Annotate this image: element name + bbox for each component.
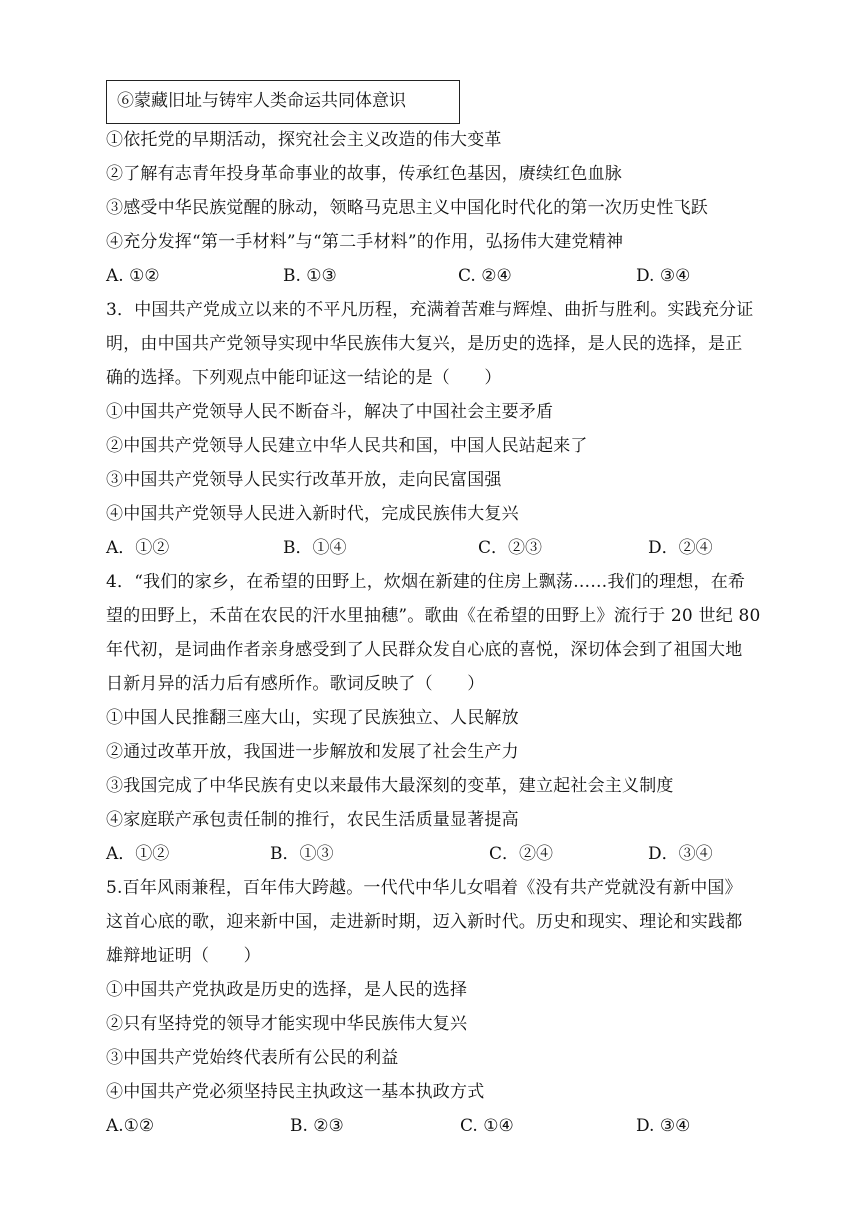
q2-option-d[interactable]: D. ③④	[636, 266, 691, 286]
q2-option-b[interactable]: B. ①③	[283, 266, 337, 286]
q4-statement-2: ②通过改革开放，我国进一步解放和发展了社会生产力	[106, 742, 519, 762]
q5-stem-line-3: 雄辩地证明（ ）	[106, 946, 261, 966]
q5-statement-3: ③中国共产党始终代表所有公民的利益	[106, 1048, 399, 1068]
q2-statement-2: ②了解有志青年投身革命事业的故事，传承红色基因，赓续红色血脉	[106, 164, 622, 184]
q5-stem-line-2: 这首心底的歌，迎来新中国，走进新时期，迈入新时代。历史和现实、理论和实践都	[106, 912, 743, 932]
q4-stem-line-4: 日新月异的活力后有感所作。歌词反映了（ ）	[106, 674, 485, 694]
q2-statement-1: ①依托党的早期活动，探究社会主义改造的伟大变革	[106, 130, 502, 150]
q3-statement-3: ③中国共产党领导人民实行改革开放，走向民富国强	[106, 470, 502, 490]
q2-statement-4: ④充分发挥“第一手材料”与“第二手材料”的作用，弘扬伟大建党精神	[106, 232, 624, 252]
q3-statement-4: ④中国共产党领导人民进入新时代，完成民族伟大复兴	[106, 504, 519, 524]
q3-option-a[interactable]: A．①②	[106, 538, 170, 558]
q5-statement-1: ①中国共产党执政是历史的选择，是人民的选择	[106, 980, 468, 1000]
q4-option-b[interactable]: B．①③	[270, 844, 334, 864]
q3-statement-1: ①中国共产党领导人民不断奋斗，解决了中国社会主要矛盾	[106, 402, 554, 422]
q2-option-c[interactable]: C. ②④	[458, 266, 512, 286]
q3-option-d[interactable]: D．②④	[648, 538, 713, 558]
q2-option-a[interactable]: A. ①②	[106, 266, 160, 286]
q2-statement-3: ③感受中华民族觉醒的脉动，领略马克思主义中国化时代化的第一次历史性飞跃	[106, 198, 708, 218]
q4-stem-line-2: 望的田野上，禾苗在农民的汗水里抽穗”。歌曲《在希望的田野上》流行于 20 世纪 80	[106, 606, 761, 626]
q5-option-c[interactable]: C. ①④	[460, 1116, 514, 1136]
q4-stem-line-1: 4．“我们的家乡，在希望的田野上，炊烟在新建的住房上飘荡……我们的理想，在希	[106, 572, 746, 592]
boxed-item: ⑥蒙藏旧址与铸牢人类命运共同体意识	[106, 80, 460, 124]
q5-stem-line-1: 5.百年风雨兼程，百年伟大跨越。一代代中华儿女唱着《没有共产党就没有新中国》	[106, 878, 742, 898]
q3-statement-2: ②中国共产党领导人民建立中华人民共和国，中国人民站起来了	[106, 436, 588, 456]
q5-option-b[interactable]: B. ②③	[290, 1116, 344, 1136]
q4-option-c[interactable]: C．②④	[489, 844, 554, 864]
q4-statement-3: ③我国完成了中华民族有史以来最伟大最深刻的变革，建立起社会主义制度	[106, 776, 674, 796]
q5-option-a[interactable]: A.①②	[106, 1116, 155, 1136]
q4-option-a[interactable]: A．①②	[106, 844, 170, 864]
q3-option-c[interactable]: C．②③	[478, 538, 543, 558]
q4-stem-line-3: 年代初，是词曲作者亲身感受到了人民群众发自心底的喜悦，深切体会到了祖国大地	[106, 640, 743, 660]
q5-statement-4: ④中国共产党必须坚持民主执政这一基本执政方式	[106, 1082, 485, 1102]
q4-option-d[interactable]: D．③④	[648, 844, 713, 864]
q3-stem-line-2: 明，由中国共产党领导实现中华民族伟大复兴，是历史的选择，是人民的选择，是正	[106, 334, 743, 354]
q4-statement-4: ④家庭联产承包责任制的推行，农民生活质量显著提高	[106, 810, 519, 830]
q5-statement-2: ②只有坚持党的领导才能实现中华民族伟大复兴	[106, 1014, 468, 1034]
q3-option-b[interactable]: B．①④	[283, 538, 347, 558]
q5-option-d[interactable]: D. ③④	[636, 1116, 691, 1136]
q3-stem-line-1: 3．中国共产党成立以来的不平凡历程，充满着苦难与辉煌、曲折与胜利。实践充分证	[106, 300, 754, 320]
q3-stem-line-3: 确的选择。下列观点中能印证这一结论的是（ ）	[106, 368, 502, 388]
q4-statement-1: ①中国人民推翻三座大山，实现了民族独立、人民解放	[106, 708, 519, 728]
